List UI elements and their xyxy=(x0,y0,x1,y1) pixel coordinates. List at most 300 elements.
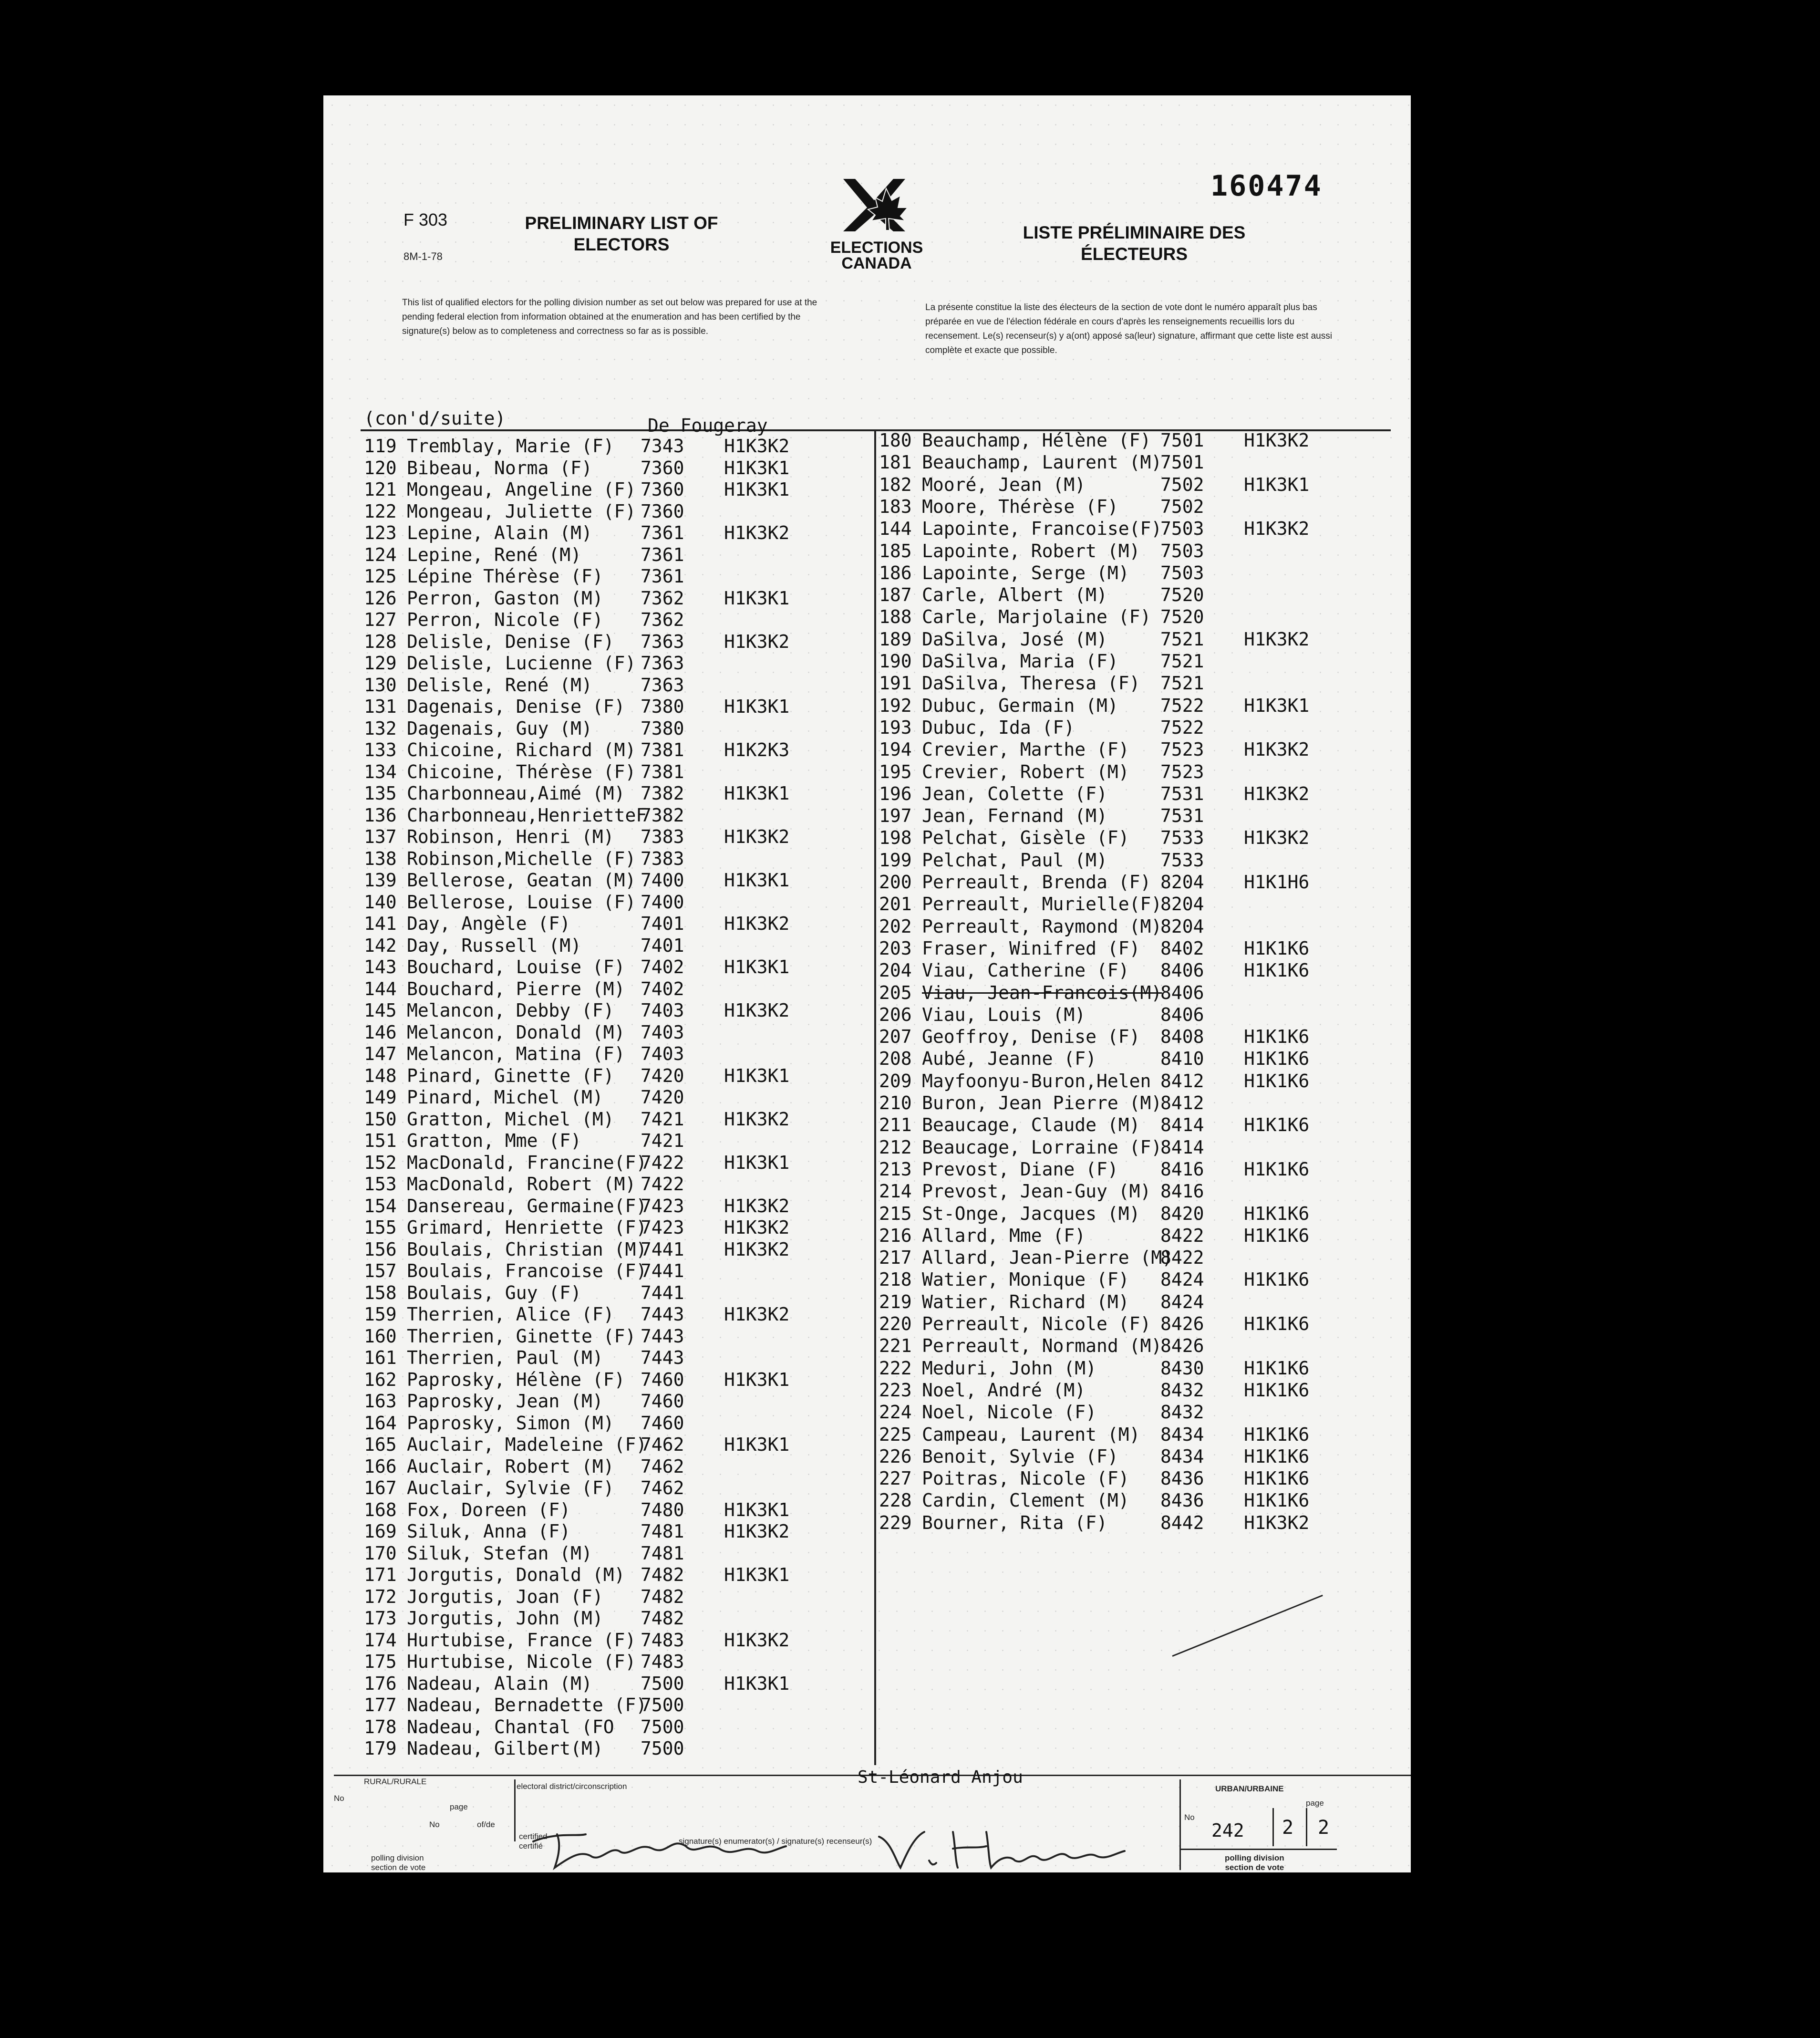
elector-num: 124 xyxy=(364,544,397,565)
elector-name: Boulais, Guy (F) xyxy=(407,1282,582,1303)
elector-addr: 8204 xyxy=(1160,872,1204,893)
elector-num: 194 xyxy=(879,739,912,760)
elector-addr: 7422 xyxy=(641,1152,684,1173)
elector-num: 125 xyxy=(364,566,397,587)
elector-addr: 8406 xyxy=(1160,960,1204,981)
elector-num: 162 xyxy=(364,1369,397,1390)
elector-postal: H1K1K6 xyxy=(1244,1203,1310,1224)
elector-addr: 8426 xyxy=(1160,1335,1204,1357)
elector-postal: H1K1K6 xyxy=(1244,937,1310,959)
svg-text:CANADA: CANADA xyxy=(841,254,912,272)
elector-addr: 7443 xyxy=(641,1304,684,1325)
elector-name: Dagenais, Denise (F) xyxy=(407,696,625,717)
elector-num: 134 xyxy=(364,761,397,782)
elector-name: Perreault, Brenda (F) xyxy=(922,872,1151,893)
elector-num: 140 xyxy=(364,891,397,913)
elector-num: 173 xyxy=(364,1608,397,1629)
elector-num: 157 xyxy=(364,1260,397,1281)
elector-addr: 8414 xyxy=(1160,1136,1204,1158)
elector-num: 137 xyxy=(364,826,397,847)
elector-num: 178 xyxy=(364,1716,397,1737)
elector-addr: 7520 xyxy=(1160,606,1204,628)
elector-num: 174 xyxy=(364,1629,397,1651)
elector-addr: 7483 xyxy=(641,1629,684,1651)
elector-name: Jorgutis, Joan (F) xyxy=(407,1586,603,1607)
elector-addr: 7402 xyxy=(641,957,684,977)
elector-num: 226 xyxy=(879,1445,912,1467)
elector-name: Carle, Albert (M) xyxy=(922,584,1107,606)
elector-addr: 7502 xyxy=(1160,474,1204,495)
elector-addr: 7363 xyxy=(641,653,684,674)
elector-addr: 7460 xyxy=(641,1412,684,1434)
elector-postal: H1K1K6 xyxy=(1244,1070,1310,1092)
elector-name: Siluk, Anna (F) xyxy=(407,1521,571,1542)
footer-divider-2 xyxy=(1179,1779,1181,1870)
elector-name: Mooré, Jean (M) xyxy=(922,474,1086,495)
elector-num: 175 xyxy=(364,1651,397,1672)
elector-num: 153 xyxy=(364,1174,397,1195)
elector-num: 166 xyxy=(364,1456,397,1477)
elector-num: 221 xyxy=(879,1335,912,1357)
polling-division-number: 242 xyxy=(1211,1820,1244,1841)
elector-name: Pinard, Ginette (F) xyxy=(407,1065,614,1086)
elector-num: 121 xyxy=(364,479,397,500)
elector-name: Beauchamp, Laurent (M) xyxy=(922,452,1162,473)
elector-num: 217 xyxy=(879,1247,912,1269)
elector-name: Crevier, Robert (M) xyxy=(922,761,1129,782)
elector-name: Campeau, Laurent (M) xyxy=(922,1424,1140,1445)
elector-num: 209 xyxy=(879,1070,912,1092)
elector-name: Jorgutis, John (M) xyxy=(407,1608,603,1629)
elector-num: 135 xyxy=(364,783,397,804)
elector-num: 228 xyxy=(879,1490,912,1511)
rural-page-label: page xyxy=(450,1802,468,1811)
elector-postal: H1K1K6 xyxy=(1244,1026,1310,1048)
elector-postal: H1K3K1 xyxy=(724,1673,790,1694)
elector-num: 201 xyxy=(879,894,912,915)
rural-polling-division-label: polling division section de vote xyxy=(371,1853,426,1872)
elector-num: 177 xyxy=(364,1695,397,1716)
elector-name: Perreault, Raymond (M) xyxy=(922,915,1162,937)
urban-polling-division-label: polling division section de vote xyxy=(1225,1853,1284,1872)
elector-name: Viau, Louis (M) xyxy=(922,1004,1086,1025)
elector-num: 163 xyxy=(364,1391,397,1412)
elector-postal: H1K3K2 xyxy=(1244,783,1310,804)
title-french: LISTE PRÉLIMINAIRE DES ÉLECTEURS xyxy=(1023,223,1246,264)
elector-name: Poitras, Nicole (F) xyxy=(922,1468,1129,1489)
elector-addr: 8422 xyxy=(1160,1247,1204,1269)
elector-addr: 7361 xyxy=(641,566,684,587)
elector-num: 167 xyxy=(364,1477,397,1498)
elector-postal: H1K3K1 xyxy=(724,587,790,609)
elector-name: Beauchamp, Hélène (F) xyxy=(922,430,1151,451)
certified-label: certified certifié xyxy=(519,1832,548,1851)
elector-addr: 7360 xyxy=(641,457,684,478)
elector-name: Hurtubise, France (F) xyxy=(407,1629,636,1651)
elector-addr: 8434 xyxy=(1160,1424,1204,1445)
elector-num: 147 xyxy=(364,1043,397,1064)
elector-num: 222 xyxy=(879,1357,912,1379)
elector-name: Boulais, Francoise (F) xyxy=(407,1260,647,1281)
elector-addr: 8436 xyxy=(1160,1468,1204,1489)
elector-num: 161 xyxy=(364,1347,397,1368)
elector-addr: 8416 xyxy=(1160,1158,1204,1180)
elector-name: Gratton, Mme (F) xyxy=(407,1130,582,1151)
elector-num: 215 xyxy=(879,1203,912,1224)
elector-num: 185 xyxy=(879,540,912,561)
elector-addr: 7500 xyxy=(641,1695,684,1716)
urban-page-label: page xyxy=(1306,1799,1324,1808)
rural-no-label: No xyxy=(334,1794,344,1803)
elector-num: 132 xyxy=(364,717,397,739)
elector-num: 145 xyxy=(364,1000,397,1021)
elector-name: Allard, Mme (F) xyxy=(922,1225,1086,1246)
elector-addr: 7502 xyxy=(1160,496,1204,517)
rural-label: RURAL/RURALE xyxy=(364,1777,427,1786)
elector-addr: 8204 xyxy=(1160,894,1204,915)
elector-name: Dagenais, Guy (M) xyxy=(407,717,592,739)
rural-no-label-2: No xyxy=(429,1820,440,1829)
elector-addr: 7501 xyxy=(1160,452,1204,473)
elector-postal: H1K3K2 xyxy=(1244,1512,1310,1533)
elector-postal: H1K3K2 xyxy=(1244,628,1310,650)
elector-addr: 7401 xyxy=(641,935,684,956)
elector-name: Pelchat, Gisèle (F) xyxy=(922,827,1129,849)
elector-num: 182 xyxy=(879,474,912,495)
elector-num: 216 xyxy=(879,1225,912,1246)
elector-name: Perreault, Murielle(F) xyxy=(922,894,1162,915)
elector-postal: H1K3K2 xyxy=(724,1217,790,1238)
elector-name: Robinson,Michelle (F) xyxy=(407,848,636,869)
elector-num: 122 xyxy=(364,500,397,522)
elector-num: 165 xyxy=(364,1434,397,1455)
elector-addr: 7380 xyxy=(641,696,684,717)
elector-addr: 7402 xyxy=(641,978,684,999)
elector-addr: 8430 xyxy=(1160,1357,1204,1379)
elector-postal: H1K1K6 xyxy=(1244,1357,1310,1379)
elector-addr: 7523 xyxy=(1160,761,1204,782)
elector-addr: 8442 xyxy=(1160,1512,1204,1533)
elector-name: Jean, Fernand (M) xyxy=(922,805,1107,827)
elector-name: Mongeau, Juliette (F) xyxy=(407,500,636,522)
elector-name: Siluk, Stefan (M) xyxy=(407,1542,592,1564)
elector-addr: 7460 xyxy=(641,1369,684,1390)
elector-name: Pelchat, Paul (M) xyxy=(922,849,1107,871)
elector-name: Charbonneau,Aimé (M) xyxy=(407,783,625,804)
elector-name: Melancon, Matina (F) xyxy=(407,1043,625,1064)
signature-2-text: V. Gauthier xyxy=(877,1869,904,1874)
elector-name: Jorgutis, Donald (M) xyxy=(407,1564,625,1585)
elector-postal: H1K3K2 xyxy=(1244,430,1310,451)
elector-addr: 7383 xyxy=(641,826,684,847)
elector-addr: 8432 xyxy=(1160,1379,1204,1401)
elector-addr: 7462 xyxy=(641,1477,684,1498)
electors-list-sheet xyxy=(323,95,1411,1872)
urban-label: URBAN/URBAINE xyxy=(1215,1784,1284,1793)
elector-addr: 7462 xyxy=(641,1434,684,1455)
elector-postal: H1K1K6 xyxy=(1244,1269,1310,1290)
elector-num: 131 xyxy=(364,696,397,717)
elector-postal: H1K3K1 xyxy=(724,696,790,717)
elector-postal: H1K3K1 xyxy=(724,870,790,891)
elector-addr: 7500 xyxy=(641,1673,684,1694)
elector-addr: 7421 xyxy=(641,1108,684,1130)
elector-postal: H1K3K1 xyxy=(724,783,790,804)
elector-num: 203 xyxy=(879,937,912,959)
elector-addr: 7400 xyxy=(641,870,684,891)
elector-num: 210 xyxy=(879,1092,912,1113)
elector-addr: 7482 xyxy=(641,1586,684,1607)
elector-name: Noel, Nicole (F) xyxy=(922,1402,1097,1423)
elector-addr: 7500 xyxy=(641,1738,684,1759)
elector-addr: 7462 xyxy=(641,1456,684,1477)
elector-num: 196 xyxy=(879,783,912,804)
elector-name: Mayfoonyu-Buron,Helen xyxy=(922,1070,1151,1092)
elector-name: Watier, Monique (F) xyxy=(922,1269,1129,1290)
elector-postal: H1K3K1 xyxy=(1244,474,1310,495)
elector-name: Geoffroy, Denise (F) xyxy=(922,1026,1140,1048)
elector-name: Melancon, Debby (F) xyxy=(407,1000,614,1021)
elector-name: Delisle, Lucienne (F) xyxy=(407,653,636,674)
elector-name: Nadeau, Alain (M) xyxy=(407,1673,592,1694)
elector-num: 139 xyxy=(364,870,397,891)
elector-num: 158 xyxy=(364,1282,397,1303)
elector-num: 136 xyxy=(364,804,397,826)
elector-addr: 7403 xyxy=(641,1043,684,1064)
elector-num: 130 xyxy=(364,674,397,696)
elector-num: 176 xyxy=(364,1673,397,1694)
elector-postal: H1K3K1 xyxy=(724,1152,790,1173)
footer-divider-1 xyxy=(514,1779,516,1841)
elector-name: Prevost, Jean-Guy (M) xyxy=(922,1181,1151,1202)
elector-postal: H1K1K6 xyxy=(1244,1424,1310,1445)
elector-addr: 7533 xyxy=(1160,849,1204,871)
elector-name: Watier, Richard (M) xyxy=(922,1291,1129,1312)
elector-name: DaSilva, Theresa (F) xyxy=(922,673,1140,694)
elector-postal: H1K1K6 xyxy=(1244,1379,1310,1401)
elector-num: 208 xyxy=(879,1048,912,1070)
strike-line xyxy=(1172,1595,1323,1657)
elector-postal: H1K3K1 xyxy=(724,1434,790,1455)
elector-num: 197 xyxy=(879,805,912,827)
poll-name: De Fougeray xyxy=(648,415,768,436)
elector-name: Lépine Thérèse (F) xyxy=(407,566,603,587)
elector-name: Delisle, René (M) xyxy=(407,674,592,696)
elector-postal: H1K1K6 xyxy=(1244,1445,1310,1467)
elector-num: 223 xyxy=(879,1379,912,1401)
elector-num: 155 xyxy=(364,1217,397,1238)
elector-name: Day, Russell (M) xyxy=(407,935,582,956)
elector-addr: 7381 xyxy=(641,739,684,760)
elector-addr: 8410 xyxy=(1160,1048,1204,1070)
elector-name: Robinson, Henri (M) xyxy=(407,826,614,847)
elector-num: 126 xyxy=(364,587,397,609)
elector-name: Nadeau, Chantal (FO xyxy=(407,1716,614,1737)
elector-postal: H1K3K2 xyxy=(1244,739,1310,760)
footer-divider-4 xyxy=(1306,1808,1307,1846)
elector-name: Meduri, John (M) xyxy=(922,1357,1097,1379)
page-number: 2 xyxy=(1282,1817,1294,1839)
elector-addr: 7520 xyxy=(1160,584,1204,606)
elector-addr: 7460 xyxy=(641,1391,684,1412)
elector-addr: 7343 xyxy=(641,436,684,457)
elector-name: Tremblay, Marie (F) xyxy=(407,436,614,457)
elector-name: Beaucage, Lorraine (F) xyxy=(922,1136,1162,1158)
elector-name: Cardin, Clement (M) xyxy=(922,1490,1129,1511)
elector-postal: H1K3K1 xyxy=(724,479,790,500)
elector-num: 188 xyxy=(879,606,912,628)
elector-num: 199 xyxy=(879,849,912,871)
elector-postal: H1K1K6 xyxy=(1244,1468,1310,1489)
elector-name: Bellerose, Geatan (M) xyxy=(407,870,636,891)
elector-name: Therrien, Ginette (F) xyxy=(407,1325,636,1347)
elector-name: Lapointe, Serge (M) xyxy=(922,562,1129,583)
elector-name: Benoit, Sylvie (F) xyxy=(922,1445,1118,1467)
elector-addr: 7531 xyxy=(1160,783,1204,804)
elector-name: Bouchard, Louise (F) xyxy=(407,957,625,977)
elector-addr: 7381 xyxy=(641,761,684,782)
elector-name: Dubuc, Ida (F) xyxy=(922,717,1075,738)
elector-addr: 8434 xyxy=(1160,1445,1204,1467)
elector-addr: 7481 xyxy=(641,1542,684,1564)
elector-name: Lapointe, Francoise(F) xyxy=(922,518,1162,540)
elector-name: Hurtubise, Nicole (F) xyxy=(407,1651,636,1672)
elector-num: 170 xyxy=(364,1542,397,1564)
elector-name: Mongeau, Angeline (F) xyxy=(407,479,636,500)
elector-postal: H1K1K6 xyxy=(1244,960,1310,981)
elector-addr: 7521 xyxy=(1160,651,1204,672)
elector-name: Chicoine, Richard (M) xyxy=(407,739,636,760)
elector-name: Therrien, Alice (F) xyxy=(407,1304,614,1325)
elector-postal: H1K1K6 xyxy=(1244,1048,1310,1070)
elector-name: Gratton, Michel (M) xyxy=(407,1108,614,1130)
elector-name: St-Onge, Jacques (M) xyxy=(922,1203,1140,1224)
elector-postal: H1K3K1 xyxy=(724,1369,790,1390)
elector-num: 120 xyxy=(364,457,397,478)
elector-name: Chicoine, Thérèse (F) xyxy=(407,761,636,782)
elector-name: Day, Angèle (F) xyxy=(407,913,571,934)
elector-addr: 7521 xyxy=(1160,628,1204,650)
elector-addr: 7362 xyxy=(641,587,684,609)
elector-addr: 7533 xyxy=(1160,827,1204,849)
elector-name: Delisle, Denise (F) xyxy=(407,631,614,652)
elector-addr: 7363 xyxy=(641,631,684,652)
elector-addr: 7521 xyxy=(1160,673,1204,694)
elector-name: Perron, Nicole (F) xyxy=(407,609,603,630)
elector-name: Bourner, Rita (F) xyxy=(922,1512,1107,1533)
elector-num: 220 xyxy=(879,1313,912,1334)
elector-name: Lepine, Alain (M) xyxy=(407,522,592,543)
elector-postal: H1K3K1 xyxy=(724,957,790,977)
elector-num: 152 xyxy=(364,1152,397,1173)
elector-addr: 7483 xyxy=(641,1651,684,1672)
elector-num: 171 xyxy=(364,1564,397,1585)
elector-addr: 7420 xyxy=(641,1065,684,1086)
elector-num: 160 xyxy=(364,1325,397,1347)
rural-of-label: of/de xyxy=(477,1820,495,1829)
elector-addr: 8412 xyxy=(1160,1092,1204,1113)
elector-num: 141 xyxy=(364,913,397,934)
elector-postal: H1K3K2 xyxy=(724,1195,790,1217)
page-total: 2 xyxy=(1318,1817,1330,1839)
elector-addr: 8414 xyxy=(1160,1114,1204,1136)
elector-postal: H1K1K6 xyxy=(1244,1313,1310,1334)
form-date: 8M-1-78 xyxy=(403,250,443,262)
elector-num: 229 xyxy=(879,1512,912,1533)
elector-name: Viau, Jean-Francois(M) xyxy=(922,982,1162,1003)
elector-addr: 7443 xyxy=(641,1347,684,1368)
elector-num: 180 xyxy=(879,430,912,451)
elector-num: 206 xyxy=(879,1004,912,1025)
elector-name: Bellerose, Louise (F) xyxy=(407,891,636,913)
elector-name: Pinard, Michel (M) xyxy=(407,1087,603,1108)
elector-num: 164 xyxy=(364,1412,397,1434)
elector-addr: 8408 xyxy=(1160,1026,1204,1048)
elector-name: Viau, Catherine (F) xyxy=(922,960,1129,981)
elector-postal: H1K1K6 xyxy=(1244,1158,1310,1180)
elector-name: MacDonald, Francine(F) xyxy=(407,1152,647,1173)
elector-addr: 8406 xyxy=(1160,982,1204,1003)
elector-name: Boulais, Christian (M) xyxy=(407,1238,647,1260)
elector-addr: 7423 xyxy=(641,1195,684,1217)
elector-name: MacDonald, Robert (M) xyxy=(407,1174,636,1195)
elector-addr: 7480 xyxy=(641,1499,684,1520)
elector-num: 191 xyxy=(879,673,912,694)
elector-name: Fraser, Winifred (F) xyxy=(922,937,1140,959)
urban-no-label: No xyxy=(1184,1813,1195,1822)
elector-num: 149 xyxy=(364,1087,397,1108)
elector-name: DaSilva, Maria (F) xyxy=(922,651,1118,672)
elector-postal: H1K3K2 xyxy=(724,1304,790,1325)
elector-addr: 8412 xyxy=(1160,1070,1204,1092)
elector-postal: H1K3K2 xyxy=(724,522,790,543)
elector-num: 224 xyxy=(879,1402,912,1423)
elector-num: 148 xyxy=(364,1065,397,1086)
elector-postal: H1K1K6 xyxy=(1244,1225,1310,1246)
elector-addr: 7501 xyxy=(1160,430,1204,451)
elector-name: Paprosky, Jean (M) xyxy=(407,1391,603,1412)
footer-divider-3 xyxy=(1272,1808,1274,1846)
electoral-district: St-Léonard Anjou xyxy=(858,1768,1023,1787)
elector-num: 128 xyxy=(364,631,397,652)
elector-addr: 7522 xyxy=(1160,717,1204,738)
elector-addr: 7363 xyxy=(641,674,684,696)
elector-name: Perreault, Normand (M) xyxy=(922,1335,1162,1357)
elector-name: Aubé, Jeanne (F) xyxy=(922,1048,1097,1070)
elector-num: 227 xyxy=(879,1468,912,1489)
elector-num: 214 xyxy=(879,1181,912,1202)
elector-addr: 7360 xyxy=(641,500,684,522)
elector-num: 144 xyxy=(879,518,912,540)
column-divider xyxy=(874,429,876,1765)
elector-addr: 7503 xyxy=(1160,562,1204,583)
elector-name: DaSilva, José (M) xyxy=(922,628,1107,650)
elector-postal: H1K3K1 xyxy=(724,1499,790,1520)
elector-num: 146 xyxy=(364,1021,397,1043)
elector-num: 195 xyxy=(879,761,912,782)
elector-name: Auclair, Madeleine (F) xyxy=(407,1434,647,1455)
elector-addr: 8204 xyxy=(1160,915,1204,937)
intro-text-french: La présente constitue la liste des électeurs de la section de vote dont le numéro apparaît plus bas préparée en vue de l'élection fédérale en cours d'après les renseignements recueillis lors du recensement. Le(s) recenseur(s) y a(ont) apposé sa(leur) signature, affirmant que cette liste est aussi complète et exacte que possible. xyxy=(925,302,1332,355)
elector-num: 186 xyxy=(879,562,912,583)
signature-1-text: Thérèse Lapointe xyxy=(533,1869,576,1874)
elector-addr: 7421 xyxy=(641,1130,684,1151)
elector-num: 211 xyxy=(879,1114,912,1136)
elector-name: Grimard, Henriette (F) xyxy=(407,1217,647,1238)
enumerator-signature-1 xyxy=(528,1822,796,1877)
elector-num: 144 xyxy=(364,978,397,999)
elector-postal: H1K3K2 xyxy=(1244,827,1310,849)
